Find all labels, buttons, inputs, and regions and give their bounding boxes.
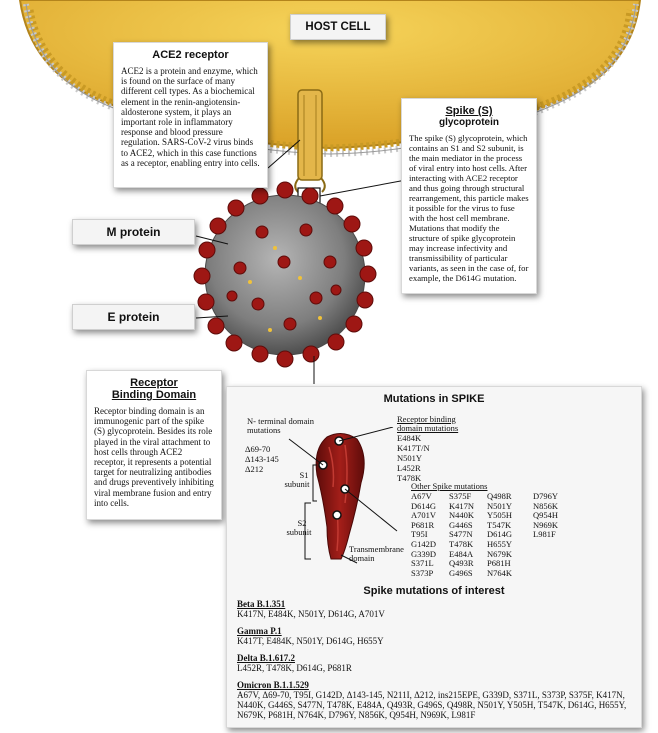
other-mut-item: D614G	[411, 500, 437, 511]
variant-mutations: K417T, E484K, N501Y, D614G, H655Y	[237, 636, 384, 646]
s2-label-line2: subunit	[286, 527, 312, 537]
other-mut-item	[533, 559, 573, 569]
variant-list	[237, 599, 637, 727]
ntd-item: Δ212	[245, 464, 264, 474]
other-mut-item: T478K	[449, 538, 474, 549]
interest-title: Spike mutations of interest	[363, 585, 505, 597]
spike-info-box	[401, 98, 537, 294]
other-mut-item: N764K	[487, 567, 513, 578]
other-mut-item: P681H	[487, 558, 511, 569]
ace2-text: ACE2 is a protein and enzyme, which is found on the surface of many different cell types. As a biochemical element in the renin-angiotensin-aldosterone system, it plays an important role in inflammatory response and blood pressure regulation. SARS-CoV-2 virus binds to ACE2, which in this case functions as a receptor, enabling entry into cells.	[121, 66, 260, 168]
other-mut-item: G496S	[449, 567, 473, 578]
other-mut-item: D796Y	[533, 491, 559, 501]
other-mutations-grid	[411, 492, 573, 578]
other-mut-item: P681R	[411, 519, 435, 530]
other-mut-item	[533, 540, 573, 550]
variant-name: Beta B.1.351	[237, 599, 286, 609]
rbd-text: Receptor binding domain is an immunogenic part of the spike (S) glycoprotein. Besides its role played in the viral attachment to host cells through ACE2 receptor, it represents a potential target for neutralizing antibodies and drugs preventively inhibiting viral membrane fusion and entry into cells.	[94, 406, 214, 508]
rbd-mut-item: N501Y	[397, 453, 423, 463]
ace2-receptor-graphic	[295, 90, 325, 192]
other-mut-item: D614G	[487, 529, 513, 540]
other-mut-item: Q954H	[533, 510, 559, 521]
other-mut-item: A67V	[411, 491, 432, 501]
spike-pointer-line	[320, 180, 406, 196]
ntd-item: Δ143-145	[245, 454, 279, 464]
other-mut-item: N501Y	[487, 500, 513, 511]
e-protein-label: E protein	[72, 304, 195, 330]
other-mut-item: S371L	[411, 558, 434, 569]
other-mut-item: N856K	[533, 500, 559, 511]
virus-particle	[194, 182, 376, 367]
variant-name: Omicron B.1.1.529	[237, 680, 309, 690]
host-cell-label: HOST CELL	[290, 14, 386, 40]
other-mut-item: T547K	[487, 519, 512, 530]
variant-mutations: L452R, T478K, D614G, P681R	[237, 663, 352, 673]
other-mut-item: Q493R	[449, 558, 474, 569]
rbd-mut-item: K417T/N	[397, 443, 430, 453]
other-mut-title: Other Spike mutations	[411, 481, 488, 491]
tm-label-line2: domain	[349, 553, 375, 563]
other-mut-item: Y505H	[487, 510, 513, 521]
other-mut-item: G142D	[411, 538, 437, 549]
m-protein-label: M protein	[72, 219, 195, 245]
variant-mutations: K417N, E484K, N501Y, D614G, A701V	[237, 609, 385, 619]
variant-name: Delta B.1.617.2	[237, 653, 295, 663]
other-mut-item: Q498R	[487, 491, 512, 501]
other-mut-item: T95I	[411, 529, 428, 540]
ntd-title-line1: N- terminal domain	[247, 416, 315, 426]
spike-title-line2: glycoprotein	[438, 117, 499, 128]
ntd-item: Δ69-70	[245, 444, 271, 454]
other-mut-item: N679K	[487, 548, 513, 559]
spike-title-line1: Spike (S)	[445, 105, 493, 117]
other-mut-item: N440K	[449, 510, 475, 521]
variant-name: Gamma P.1	[237, 626, 282, 636]
other-mut-item: S477N	[449, 529, 473, 540]
other-mut-item: H655Y	[487, 538, 513, 549]
other-mut-item	[533, 569, 573, 579]
rbd-mut-item: T478K	[397, 473, 422, 483]
other-mut-item: E484A	[449, 548, 474, 559]
rbd-mut-item: L452R	[397, 463, 421, 473]
other-mut-item: L981F	[533, 529, 556, 540]
other-mut-item: G446S	[449, 519, 473, 530]
variant-mutations: A67V, Δ69-70, T95I, G142D, Δ143-145, N211I, Δ212, ins215EPE, G339D, S371L, S373P, S375F, K417N, N440K, G446S, S477N, T478K, E484A, Q493R, G496S, Q498R, N501Y, Y505H, T547K, D614G, H655Y, N679K, P681H, N764K, D796Y, N856K, Q954H, N969K, L981F	[237, 690, 627, 720]
rbd-title-line1: Receptor	[130, 377, 178, 389]
mutations-panel	[226, 386, 642, 728]
other-mut-item	[533, 550, 573, 560]
tm-label-line1: Transmembrane	[349, 544, 404, 554]
s1-label-line2: subunit	[284, 479, 310, 489]
ntd-title-line2: mutations	[247, 425, 281, 435]
other-mut-item: G339D	[411, 548, 437, 559]
other-mut-item: S373P	[411, 567, 434, 578]
other-mut-item: A701V	[411, 510, 437, 521]
ace2-title: ACE2 receptor	[152, 49, 229, 61]
other-mut-item: S375F	[449, 491, 472, 501]
other-mut-item: N969K	[533, 519, 559, 530]
s2-label-line1: S2	[297, 518, 307, 528]
mutations-title: Mutations in SPIKE	[383, 393, 485, 405]
rbd-title-line2: Binding Domain	[111, 389, 197, 401]
s1-label-line1: S1	[299, 470, 309, 480]
ace2-info-box	[113, 42, 268, 188]
rbd-mut-title-line1: Receptor binding	[397, 414, 456, 424]
rbd-mut-title-line2: domain mutations	[397, 423, 459, 433]
spike-text: The spike (S) glycoprotein, which contains an S1 and S2 subunit, is the main mediator in the process of viral entry into host cells. After interacting with ACE2 receptor and thus going through structural rearrangement, this particle makes it possible for the virus to fuse with the host cell membrane. Mutations that modify the structure of spike glycoprotein may increase infectivity and transmissibility of particular variants, as seen in the case of, for example, the D614G mutation.	[409, 133, 529, 283]
other-mut-item: K417N	[449, 500, 475, 511]
rbd-mut-item: E484K	[397, 433, 422, 443]
rbd-info-box	[86, 370, 222, 520]
